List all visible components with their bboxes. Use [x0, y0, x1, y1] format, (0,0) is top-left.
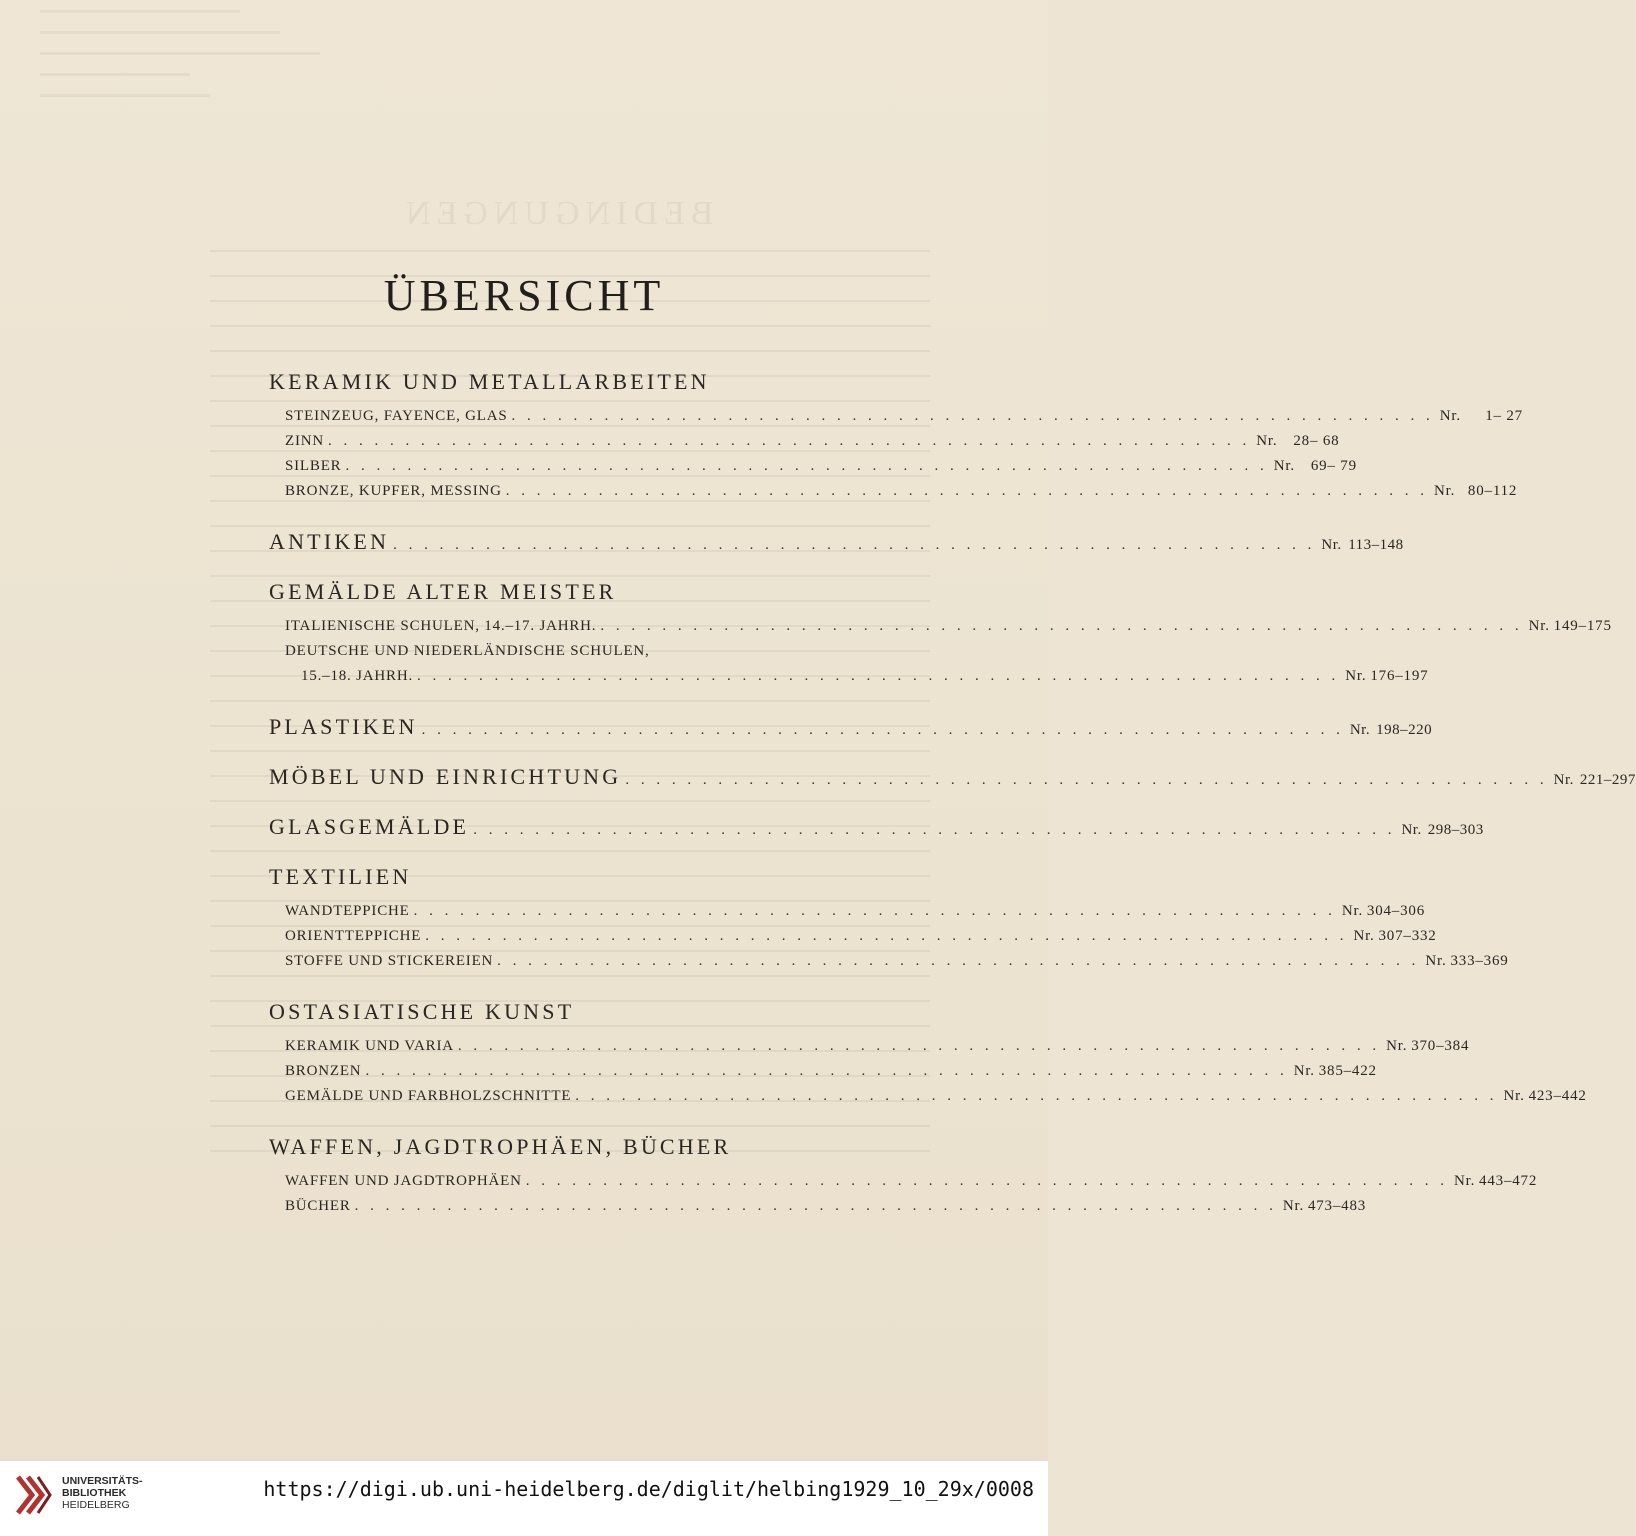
- spacer: [269, 974, 869, 996]
- lot-range: 198–220: [1376, 722, 1433, 738]
- number-prefix: Nr.: [1256, 433, 1278, 449]
- toc-section: [269, 761, 1636, 811]
- toc-section: [269, 366, 1523, 526]
- toc-item: [269, 404, 1523, 429]
- section-heading: [269, 711, 1433, 743]
- toc-item: [269, 429, 1340, 454]
- leader-dots: . . . . . . . . . . . . . . . . . . . . . . . . . . . . . . . . . . . . . . . . . . . . . . . . . . . . . . . . . . . .: [600, 618, 1523, 634]
- number-prefix: Nr.: [1401, 822, 1422, 838]
- toc-item-label: BRONZE, KUPFER, MESSING: [285, 483, 502, 499]
- section-heading: [269, 811, 1484, 843]
- section-heading-label: GLASGEMÄLDE: [269, 814, 470, 839]
- number-prefix: Nr.: [1434, 483, 1456, 499]
- lot-range: 176–197: [1370, 668, 1429, 684]
- spacer: [269, 1109, 869, 1131]
- section-heading-label: WAFFEN, JAGDTROPHÄEN, BÜCHER: [269, 1134, 732, 1159]
- leader-dots: . . . . . . . . . . . . . . . . . . . . . . . . . . . . . . . . . . . . . . . . . . . . . . . . . . . . . . . . . . . .: [511, 408, 1434, 424]
- lot-range: 69– 79: [1310, 458, 1357, 474]
- toc-item-label: ITALIENISCHE SCHULEN, 14.–17. JAHRH.: [285, 618, 597, 634]
- toc-item: [269, 924, 1437, 949]
- number-prefix: Nr.: [1439, 408, 1461, 424]
- section-heading: [269, 861, 869, 893]
- number-prefix: Nr.: [1341, 903, 1364, 919]
- viewer-footer: [0, 1460, 1048, 1536]
- lot-range: 1– 27: [1485, 408, 1523, 424]
- number-prefix: Nr.: [1503, 1088, 1525, 1104]
- leader-dots: . . . . . . . . . . . . . . . . . . . . . . . . . . . . . . . . . . . . . . . . . . . . . . . . . . . . . . . . . . . .: [328, 433, 1251, 449]
- leader-dots: . . . . . . . . . . . . . . . . . . . . . . . . . . . . . . . . . . . . . . . . . . . . . . . . . . . . . . . . . . . .: [393, 537, 1316, 553]
- toc-item: [269, 614, 1612, 639]
- library-name-line-2: BIBLIOTHEK: [62, 1487, 127, 1499]
- lot-range: 149–175: [1553, 618, 1612, 634]
- toc-item: [269, 899, 1426, 924]
- section-heading: [269, 576, 869, 608]
- number-prefix: Nr.: [1293, 1063, 1315, 1079]
- toc-item: [269, 639, 869, 664]
- leader-dots: . . . . . . . . . . . . . . . . . . . . . . . . . . . . . . . . . . . . . . . . . . . . . . . . . . . . . . . . . . . .: [421, 722, 1344, 738]
- toc-item-label: ZINN: [285, 433, 325, 449]
- toc-item-label: WANDTEPPICHE: [285, 903, 410, 919]
- number-prefix: Nr.: [1282, 1198, 1305, 1214]
- toc-section: [269, 1131, 1538, 1241]
- section-heading-label: PLASTIKEN: [269, 714, 418, 739]
- toc-section: [269, 996, 1587, 1131]
- section-heading: [269, 996, 869, 1028]
- toc-item: [269, 1194, 1367, 1219]
- section-heading-label: MÖBEL UND EINRICHTUNG: [269, 764, 622, 789]
- lot-range: 385–422: [1318, 1063, 1377, 1079]
- lot-range: 370–384: [1411, 1038, 1470, 1054]
- number-prefix: Nr.: [1273, 458, 1295, 474]
- library-name-line-1: UNIVERSITÄTS-: [62, 1475, 143, 1487]
- number-prefix: Nr.: [1454, 1173, 1476, 1189]
- section-heading-label: KERAMIK UND METALLARBEITEN: [269, 369, 710, 394]
- lot-range: 443–472: [1479, 1173, 1538, 1189]
- leader-dots: . . . . . . . . . . . . . . . . . . . . . . . . . . . . . . . . . . . . . . . . . . . . . . . . . . . . . . . . . . . .: [413, 903, 1336, 919]
- toc-item-label: KERAMIK UND VARIA: [285, 1038, 454, 1054]
- toc-item: [269, 454, 1357, 479]
- toc-item-label: SILBER: [285, 458, 342, 474]
- spacer: [269, 1219, 869, 1241]
- leader-dots: . . . . . . . . . . . . . . . . . . . . . . . . . . . . . . . . . . . . . . . . . . . . . . . . . . . . . . . . . . . .: [354, 1198, 1277, 1214]
- number-prefix: Nr.: [1353, 928, 1375, 944]
- toc-item: [269, 1059, 1377, 1084]
- bleed-through-notes: [40, 10, 340, 115]
- leader-dots: . . . . . . . . . . . . . . . . . . . . . . . . . . . . . . . . . . . . . . . . . . . . . . . . . . . . . . . . . . . .: [625, 772, 1548, 788]
- spacer: [269, 504, 869, 526]
- section-heading-label: GEMÄLDE ALTER MEISTER: [269, 579, 617, 604]
- lot-range: 113–148: [1348, 537, 1404, 553]
- section-heading-label: ANTIKEN: [269, 529, 390, 554]
- toc-item-label: WAFFEN UND JAGDTROPHÄEN: [285, 1173, 522, 1189]
- number-prefix: Nr.: [1349, 722, 1371, 738]
- university-library-logo-icon: [14, 1473, 54, 1519]
- lot-range: 307–332: [1378, 928, 1437, 944]
- permalink-url[interactable]: https://digi.ub.uni-heidelberg.de/diglit/helbing1929_10_29x/0008: [263, 1477, 1034, 1501]
- page-title: ÜBERSICHT: [383, 271, 665, 320]
- lot-range: 304–306: [1366, 903, 1426, 919]
- number-prefix: Nr.: [1345, 668, 1367, 684]
- section-heading-label: TEXTILIEN: [269, 864, 412, 889]
- leader-dots: . . . . . . . . . . . . . . . . . . . . . . . . . . . . . . . . . . . . . . . . . . . . . . . . . . . . . . . . . . . .: [525, 1173, 1448, 1189]
- section-heading-label: OSTASIATISCHE KUNST: [269, 999, 575, 1024]
- lot-range: 298–303: [1427, 822, 1484, 838]
- number-prefix: Nr.: [1553, 772, 1574, 788]
- toc-item-label: BRONZEN: [285, 1063, 362, 1079]
- toc-item: [269, 1034, 1470, 1059]
- section-heading: [269, 1131, 869, 1163]
- toc-section: [269, 711, 1433, 761]
- toc-item: [269, 479, 1518, 504]
- toc-item-label: GEMÄLDE UND FARBHOLZSCHNITTE: [285, 1088, 572, 1104]
- lot-range: 473–483: [1307, 1198, 1367, 1214]
- lot-range: 28– 68: [1293, 433, 1340, 449]
- toc-item-label: ORIENTTEPPICHE: [285, 928, 422, 944]
- toc-item: [269, 1084, 1587, 1109]
- lot-range: 80–112: [1467, 483, 1518, 499]
- toc-item: [269, 1169, 1538, 1194]
- leader-dots: . . . . . . . . . . . . . . . . . . . . . . . . . . . . . . . . . . . . . . . . . . . . . . . . . . . . . . . . . . . .: [425, 928, 1348, 944]
- toc-item-label: BÜCHER: [285, 1198, 351, 1214]
- library-name: [62, 1475, 143, 1511]
- leader-dots: . . . . . . . . . . . . . . . . . . . . . . . . . . . . . . . . . . . . . . . . . . . . . . . . . . . . . . . . . . . .: [345, 458, 1268, 474]
- number-prefix: Nr.: [1425, 953, 1447, 969]
- leader-dots: . . . . . . . . . . . . . . . . . . . . . . . . . . . . . . . . . . . . . . . . . . . . . . . . . . . . . . . . . . . .: [457, 1038, 1381, 1054]
- spacer: [269, 689, 869, 711]
- section-heading: [269, 761, 1636, 793]
- library-name-line-3: HEIDELBERG: [62, 1499, 130, 1511]
- number-prefix: Nr.: [1321, 537, 1342, 553]
- number-prefix: Nr.: [1386, 1038, 1408, 1054]
- toc-item-label: STOFFE UND STICKEREIEN: [285, 953, 494, 969]
- leader-dots: . . . . . . . . . . . . . . . . . . . . . . . . . . . . . . . . . . . . . . . . . . . . . . . . . . . . . . . . . . . .: [497, 953, 1420, 969]
- toc-section: [269, 526, 1404, 576]
- leader-dots: . . . . . . . . . . . . . . . . . . . . . . . . . . . . . . . . . . . . . . . . . . . . . . . . . . . . . . . . . . . .: [505, 483, 1429, 499]
- toc-item-label: STEINZEUG, FAYENCE, GLAS: [285, 408, 508, 424]
- leader-dots: . . . . . . . . . . . . . . . . . . . . . . . . . . . . . . . . . . . . . . . . . . . . . . . . . . . . . . . . . . . .: [417, 668, 1340, 684]
- section-heading: [269, 526, 1404, 558]
- toc-section: [269, 576, 1612, 711]
- toc-item-label: 15.–18. JAHRH.: [301, 668, 414, 684]
- leader-dots: . . . . . . . . . . . . . . . . . . . . . . . . . . . . . . . . . . . . . . . . . . . . . . . . . . . . . . . . . . . .: [473, 822, 1396, 838]
- number-prefix: Nr.: [1528, 618, 1550, 634]
- bleed-through-heading: BEDINGUNGEN: [400, 195, 714, 232]
- leader-dots: . . . . . . . . . . . . . . . . . . . . . . . . . . . . . . . . . . . . . . . . . . . . . . . . . . . . . . . . . . . .: [365, 1063, 1288, 1079]
- lot-range: 423–442: [1528, 1088, 1587, 1104]
- toc-item: [269, 664, 1429, 689]
- table-of-contents: [269, 366, 1636, 1241]
- toc-section: [269, 811, 1484, 861]
- toc-item-label: DEUTSCHE UND NIEDERLÄNDISCHE SCHULEN,: [285, 643, 650, 659]
- section-heading: [269, 366, 869, 398]
- toc-item: [269, 949, 1509, 974]
- leader-dots: . . . . . . . . . . . . . . . . . . . . . . . . . . . . . . . . . . . . . . . . . . . . . . . . . . . . . . . . . . . .: [575, 1088, 1498, 1104]
- lot-range: 333–369: [1450, 953, 1509, 969]
- toc-section: [269, 861, 1509, 996]
- lot-range: 221–297: [1579, 772, 1636, 788]
